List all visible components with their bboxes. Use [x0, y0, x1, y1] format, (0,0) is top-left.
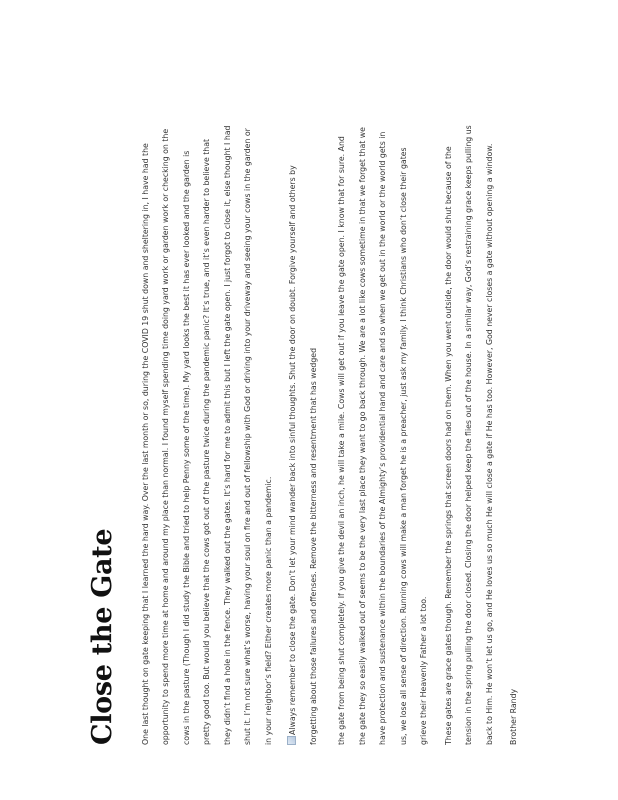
page-title: Close the Gate: [87, 528, 118, 745]
paragraph-3: the gate from being shut completely. If you give the devil an inch, he will take a mile. Cows will get out if you leave the gate open. I know that for sure. And the gate they so easily walked out of seems to be the very last place they want to go back through. We are a lot like cows sometime in that we forget that we have protection and sustenance within the boundaries of the Almighty’s providential hand and care and so when we get out in the world or the world gets in us, we lose all sense of direction. Running cows will make a man forget he is a preacher, just ask my family. I think Christians who don’t close their gates grieve their Heavenly Father a lot too.: [337, 127, 429, 745]
paragraph-1: One last thought on gate keeping that I learned the hard way. Over the last month or so, during the COVID 19 shut down and sheltering in, I have had the opportunity to spend more time at home and around my place than normal. I found myself spending time doing yard work or garden work or checking on the cows in the pasture (Though I did study the Bible and tried to help Penny some of the time). My yard looks the best it has ever looked and the garden is pretty good too. But would you believe that the cows got out of the pasture twice during the pandemic panic? It’s true, and it’s even harder to believe that they didn’t find a hole in the fence. They walked out the gates. It’s hard for me to admit this but I left the gate open. I just forgot to close it, else thought I had shut it. I’m not sure what’s worse, having your soul on fire and out of fellowship with God or driving into your driveway and seeing your cows in the garden or in your neighbor’s field? Either creates more panic than a pandemic.: [140, 125, 273, 745]
paragraph-2: [283, 125, 324, 745]
broken-image-icon: [287, 736, 296, 745]
signature: Brother Randy: [509, 688, 519, 745]
paragraph-2-text: Always remember to close the gate. Don’t let your mind wander back into sinful thoughts. Shut the door on doubt. Forgive yourself and others by forgetting about those failures and offenses. Remove the bitterness and resentment that has wedged: [288, 165, 318, 745]
article: [88, 125, 524, 745]
paragraph-4: These gates are grace gates though. Remember the springs that screen doors had on them. When you went outside, the door would shut because of the tension in the spring pulling the door closed. Closing the door helped keep the flies out of the house. In a similar way, God’s restraining grace keeps pulling us back to Him. He won’t let us go, and He loves us so much He will close a gate if He has too. However, God never closes a gate without opening a window.: [443, 125, 494, 745]
